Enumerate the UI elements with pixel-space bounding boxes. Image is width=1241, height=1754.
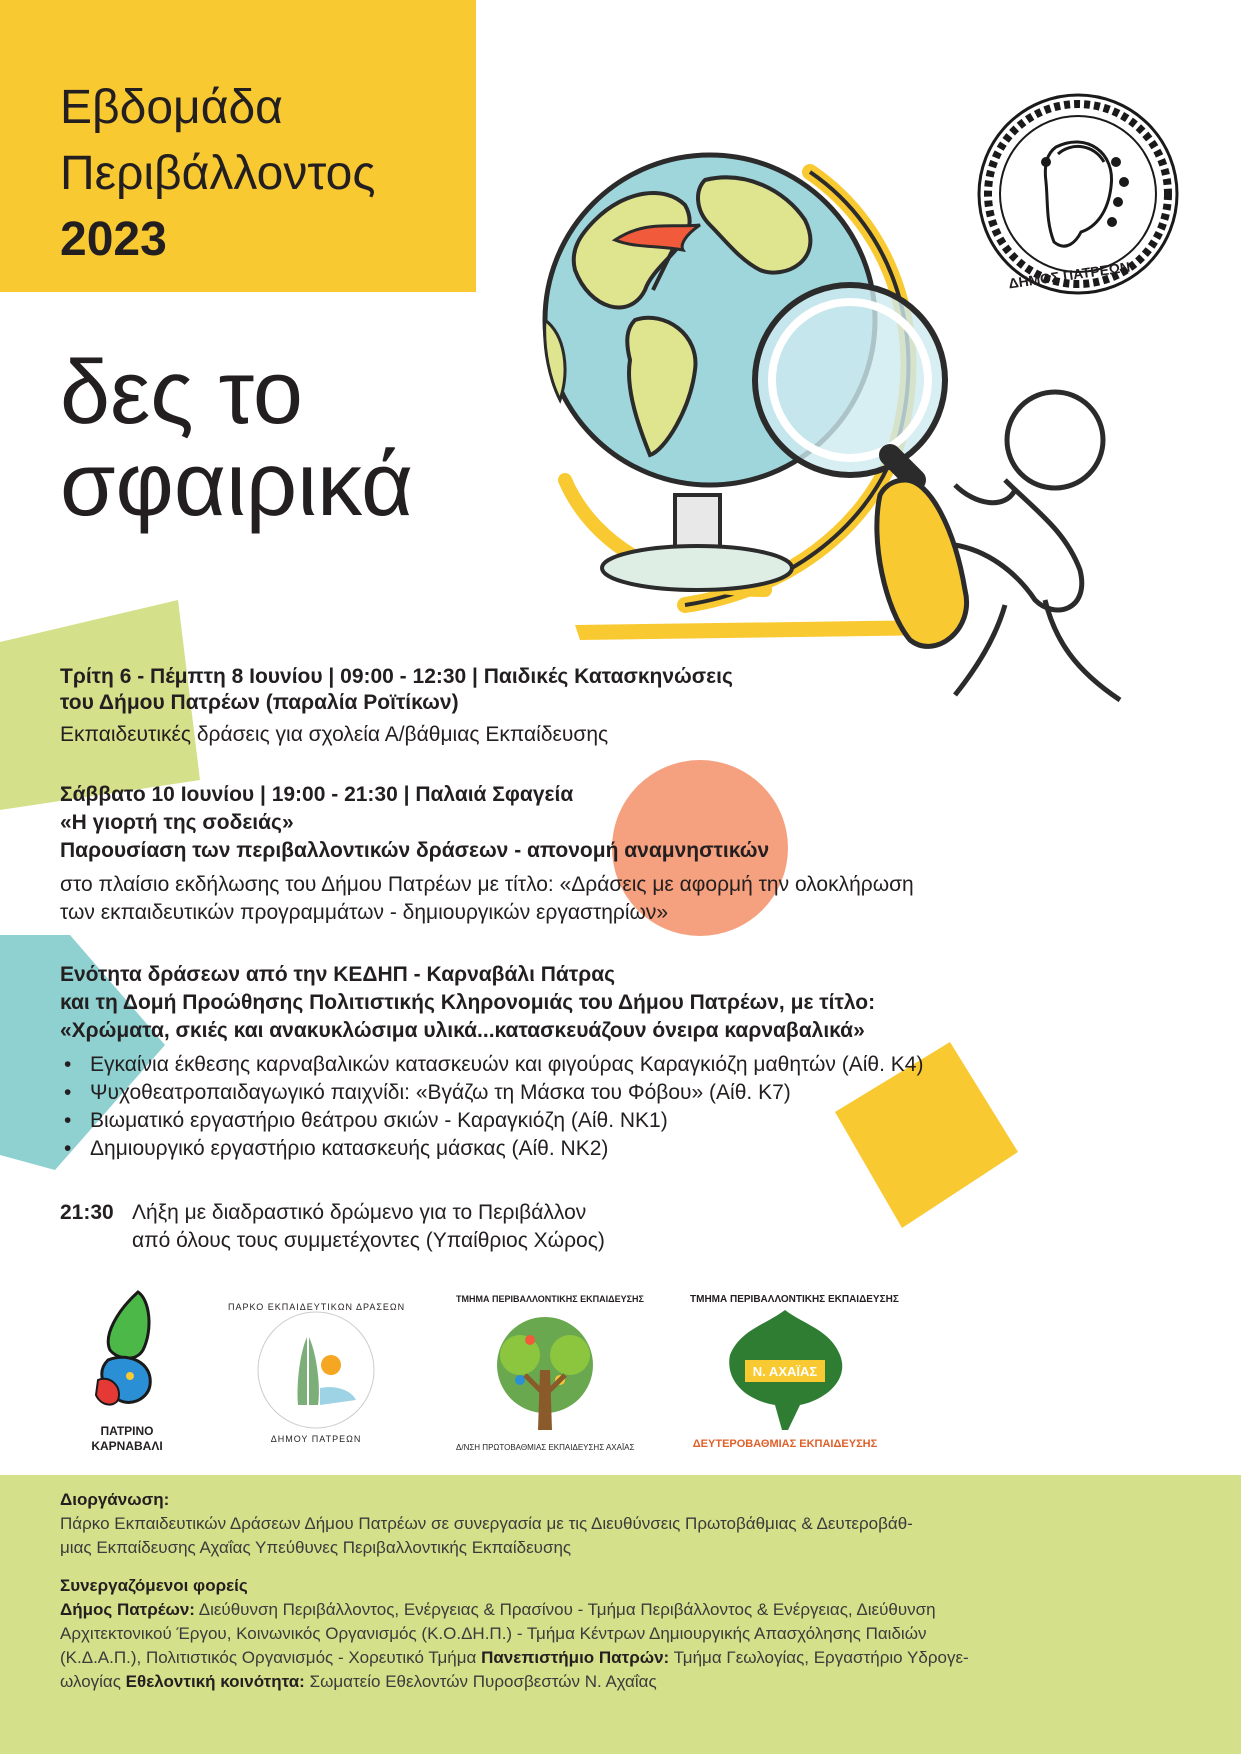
footer-partners-line3 xyxy=(60,1646,969,1669)
bullet-marker: • xyxy=(64,1053,72,1076)
secondary-logo-bottom-text: ΔΕΥΤΕΡΟΒΑΘΜΙΑΣ ΕΚΠΑΙΔΕΥΣΗΣ xyxy=(692,1438,878,1450)
section3-line2: και τη Δομή Προώθησης Πολιτιστικής Κληρονομιάς του Δήμου Πατρέων, με τίτλο: xyxy=(60,991,876,1014)
bullet-item: Εγκαίνια έκθεσης καρναβαλικών κατασκευών και φιγούρας Καραγκιόζη μαθητών (Αίθ. Κ4) xyxy=(90,1053,924,1076)
bullet-item: Βιωματικό εργαστήριο θεάτρου σκιών - Καραγκιόζη (Αίθ. ΝΚ1) xyxy=(90,1109,668,1132)
secondary-logo-badge: Ν. ΑΧΑΪΑΣ xyxy=(752,1364,818,1379)
slogan-line2: σφαιρικά xyxy=(60,435,414,535)
section2-line2: «Η γιορτή της σοδειάς» xyxy=(60,811,294,834)
secondary-logo-top-text: ΤΜΗΜΑ ΠΕΡΙΒΑΛΛΟΝΤΙΚΗΣ ΕΚΠΑΙΔΕΥΣΗΣ xyxy=(690,1294,899,1305)
section2-line5: των εκπαιδευτικών προγραμμάτων - δημιουργικών εργαστηρίων» xyxy=(60,901,669,924)
bullet-item: Ψυχοθεατροπαιδαγωγικό παιχνίδι: «Βγάζω τη Μάσκα του Φόβου» (Αίθ. Κ7) xyxy=(90,1081,791,1104)
footer-org-line2: μιας Εκπαίδευσης Αχαΐας Υπεύθυνες Περιβαλλοντικής Εκπαίδευσης xyxy=(60,1538,572,1557)
partner-municipality-text: Διεύθυνση Περιβάλλοντος, Ενέργειας & Πρασίνου - Τμήμα Περιβάλλοντος & Ενέργειας, Διεύθυνση xyxy=(194,1600,936,1619)
footer-partners-line2: Αρχιτεκτονικού Έργου, Κοινωνικός Οργανισμός (Κ.Ο.ΔΗ.Π.) - Τμήμα Κέντρων Δημιουργικής Απασχόλησης Παιδιών xyxy=(60,1624,927,1643)
partner-line3-text-b: Τμήμα Γεωλογίας, Εργαστήριο Υδρογε- xyxy=(669,1648,969,1667)
partner-line4-text-a: ωλογίας xyxy=(60,1672,126,1691)
seal-text: ΔΗΜΟΣ ΠΑΤΡΕΩΝ xyxy=(1007,258,1132,292)
footer-partners-heading: Συνεργαζόμενοι φορείς xyxy=(60,1576,248,1595)
carnival-logo-text: ΠΑΤΡΙΝΟ ΚΑΡΝΑΒΑΛΙ xyxy=(91,1424,163,1453)
title-line2: Περιβάλλοντος xyxy=(60,147,376,200)
primary-logo-top-text: ΤΜΗΜΑ ΠΕΡΙΒΑΛΛΟΝΤΙΚΗΣ ΕΚΠΑΙΔΕΥΣΗΣ xyxy=(456,1294,644,1304)
footer-org-heading: Διοργάνωση: xyxy=(60,1490,170,1509)
partner-university-label: Πανεπιστήμιο Πατρών: xyxy=(481,1648,670,1667)
bullet-marker: • xyxy=(64,1081,72,1104)
park-logo-bottom-text: ΔΗΜΟΥ ΠΑΤΡΕΩΝ xyxy=(270,1434,362,1444)
primary-education-tree-logo xyxy=(460,1300,630,1460)
partner-line3-text-a: (Κ.Δ.Α.Π.), Πολιτιστικός Οργανισμός - Χορευτικό Τμήμα xyxy=(60,1648,482,1667)
section1-line2: του Δήμου Πατρέων (παραλία Ροϊτίκων) xyxy=(60,691,459,714)
partner-line4-text-b: Σωματείο Εθελοντών Πυροσβεστών Ν. Αχαΐας xyxy=(304,1672,657,1691)
section1-line1: Τρίτη 6 - Πέμπτη 8 Ιουνίου | 09:00 - 12:30 | Παιδικές Κατασκηνώσεις xyxy=(60,665,733,688)
footer-partners-line1 xyxy=(60,1598,936,1621)
bullet-marker: • xyxy=(64,1109,72,1132)
slogan-line1: δες το xyxy=(60,343,303,443)
closing-time: 21:30 xyxy=(60,1201,114,1224)
footer-partners-line4 xyxy=(60,1670,657,1693)
park-logo-top-text: ΠΑΡΚΟ ΕΚΠΑΙΔΕΥΤΙΚΩΝ ΔΡΑΣΕΩΝ xyxy=(228,1302,406,1312)
carnival-logo xyxy=(88,1290,168,1420)
section3-line3: «Χρώματα, σκιές και ανακυκλώσιμα υλικά...κατασκευάζουν όνειρα καρναβαλικά» xyxy=(60,1019,865,1042)
closing-line2: από όλους τους συμμετέχοντες (Υπαίθριος Χώρος) xyxy=(132,1229,605,1252)
bullet-marker: • xyxy=(64,1137,72,1160)
section1-line3: Εκπαιδευτικές δράσεις για σχολεία Α/βάθμιας Εκπαίδευσης xyxy=(60,723,609,746)
bullet-item: Δημιουργικό εργαστήριο κατασκευής μάσκας (Αίθ. ΝΚ2) xyxy=(90,1137,609,1160)
section3-line1: Ενότητα δράσεων από την ΚΕΔΗΠ - Καρναβάλι Πάτρας xyxy=(60,963,616,986)
primary-logo-bottom-text: Δ/ΝΣΗ ΠΡΩΤΟΒΑΘΜΙΑΣ ΕΚΠΑΙΔΕΥΣΗΣ ΑΧΑΪΑΣ xyxy=(456,1443,635,1452)
title-line1: Εβδομάδα xyxy=(60,81,283,134)
title-year: 2023 xyxy=(60,213,167,266)
section2-line3: Παρουσίαση των περιβαλλοντικών δράσεων - απονομή αναμνηστικών xyxy=(60,839,770,862)
partner-municipality-label: Δήμος Πατρέων: xyxy=(60,1600,195,1619)
section2-line1: Σάββατο 10 Ιουνίου | 19:00 - 21:30 | Παλαιά Σφαγεία xyxy=(60,783,574,806)
closing-line1: Λήξη με διαδραστικό δρώμενο για το Περιβάλλον xyxy=(132,1201,587,1224)
section2-line4: στο πλαίσιο εκδήλωσης του Δήμου Πατρέων με τίτλο: «Δράσεις με αφορμή την ολοκλήρωση xyxy=(60,873,914,896)
partner-volunteer-label: Εθελοντική κοινότητα: xyxy=(125,1672,305,1691)
footer-org-line1: Πάρκο Εκπαιδευτικών Δράσεων Δήμου Πατρέων σε συνεργασία με τις Διευθύνσεις Πρωτοβάθμιας & Δευτεροβάθ- xyxy=(60,1514,913,1533)
